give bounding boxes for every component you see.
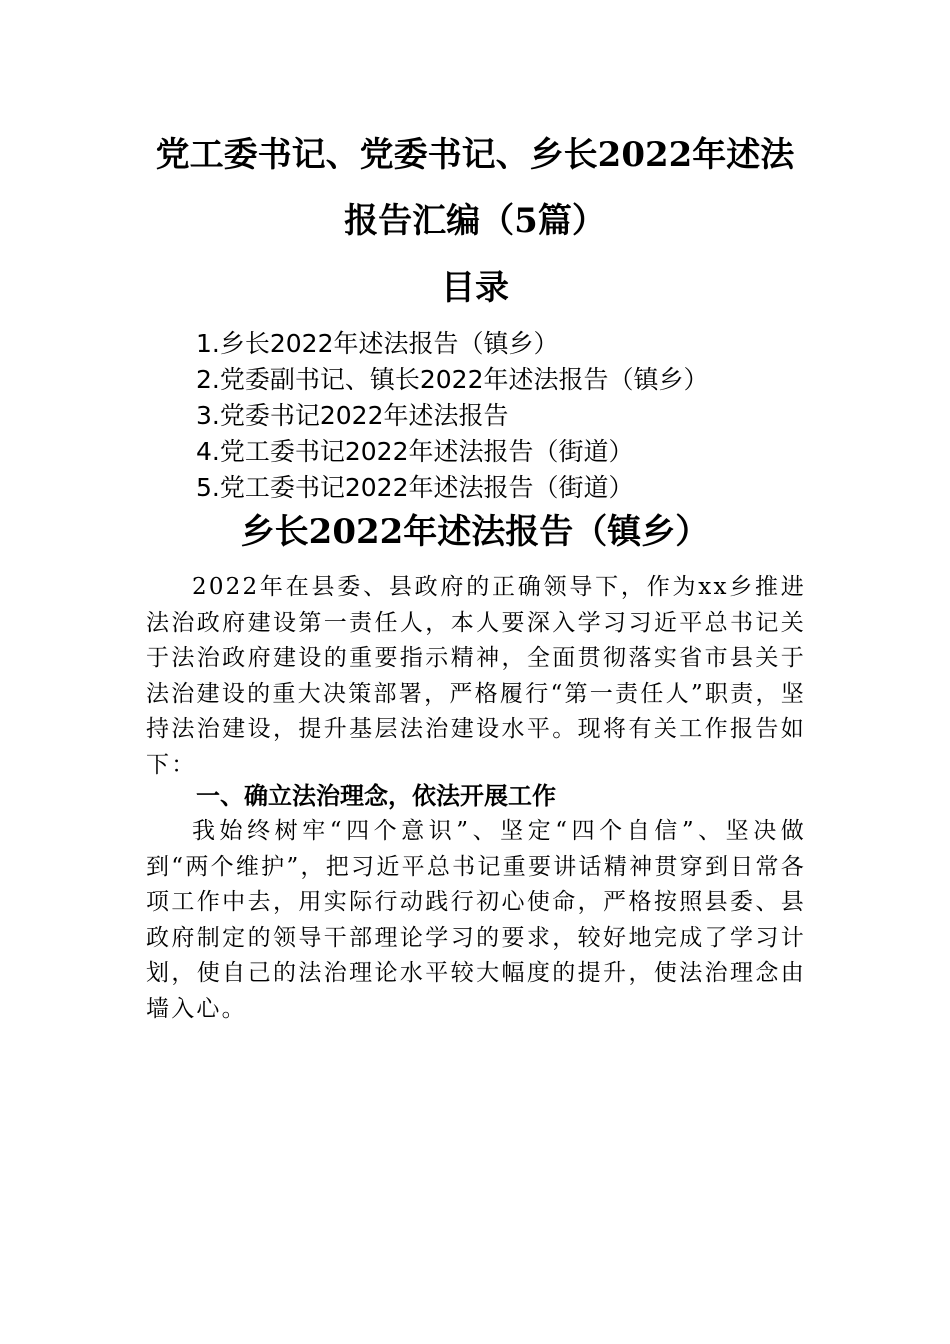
document-title-line1: 党工委书记、党委书记、乡长2022年述法 <box>155 135 795 175</box>
toc-heading: 目录 <box>441 268 509 308</box>
toc-item-3: 3.党委书记2022年述法报告 <box>196 401 509 430</box>
toc-item-2: 2.党委副书记、镇长2022年述法报告（镇乡） <box>196 365 709 394</box>
body-paragraph-1: 2022年在县委、县政府的正确领导下，作为xx乡推进法治政府建设第一责任人，本人要深入学习习近平总书记关于法治政府建设的重要指示精神，全面贯彻落实省市县关于法治建设的重大决策部署，严格履行“第一责任人”职责，坚持法治建设，提升基层法治建设水平。现将有关工作报告如下： <box>146 574 806 778</box>
body-paragraph-2: 我始终树牢“四个意识”、坚定“四个自信”、坚决做到“两个维护”，把习近平总书记重要讲话精神贯穿到日常各项工作中去，用实际行动践行初心使命，严格按照县委、县政府制定的领导干部理论学习的要求，较好地完成了学习计划，使自己的法治理论水平较大幅度的提升，使法治理念由墙入心。 <box>146 818 806 1022</box>
toc-item-1: 1.乡长2022年述法报告（镇乡） <box>196 329 559 358</box>
document-title-line2: 报告汇编（5篇） <box>344 201 606 241</box>
toc-item-5: 5.党工委书记2022年述法报告（街道） <box>196 473 634 502</box>
section-title: 乡长2022年述法报告（镇乡） <box>240 512 710 552</box>
table-of-contents <box>196 326 836 506</box>
subheading-1: 一、确立法治理念，依法开展工作 <box>196 782 556 810</box>
toc-item-4: 4.党工委书记2022年述法报告（街道） <box>196 437 634 466</box>
